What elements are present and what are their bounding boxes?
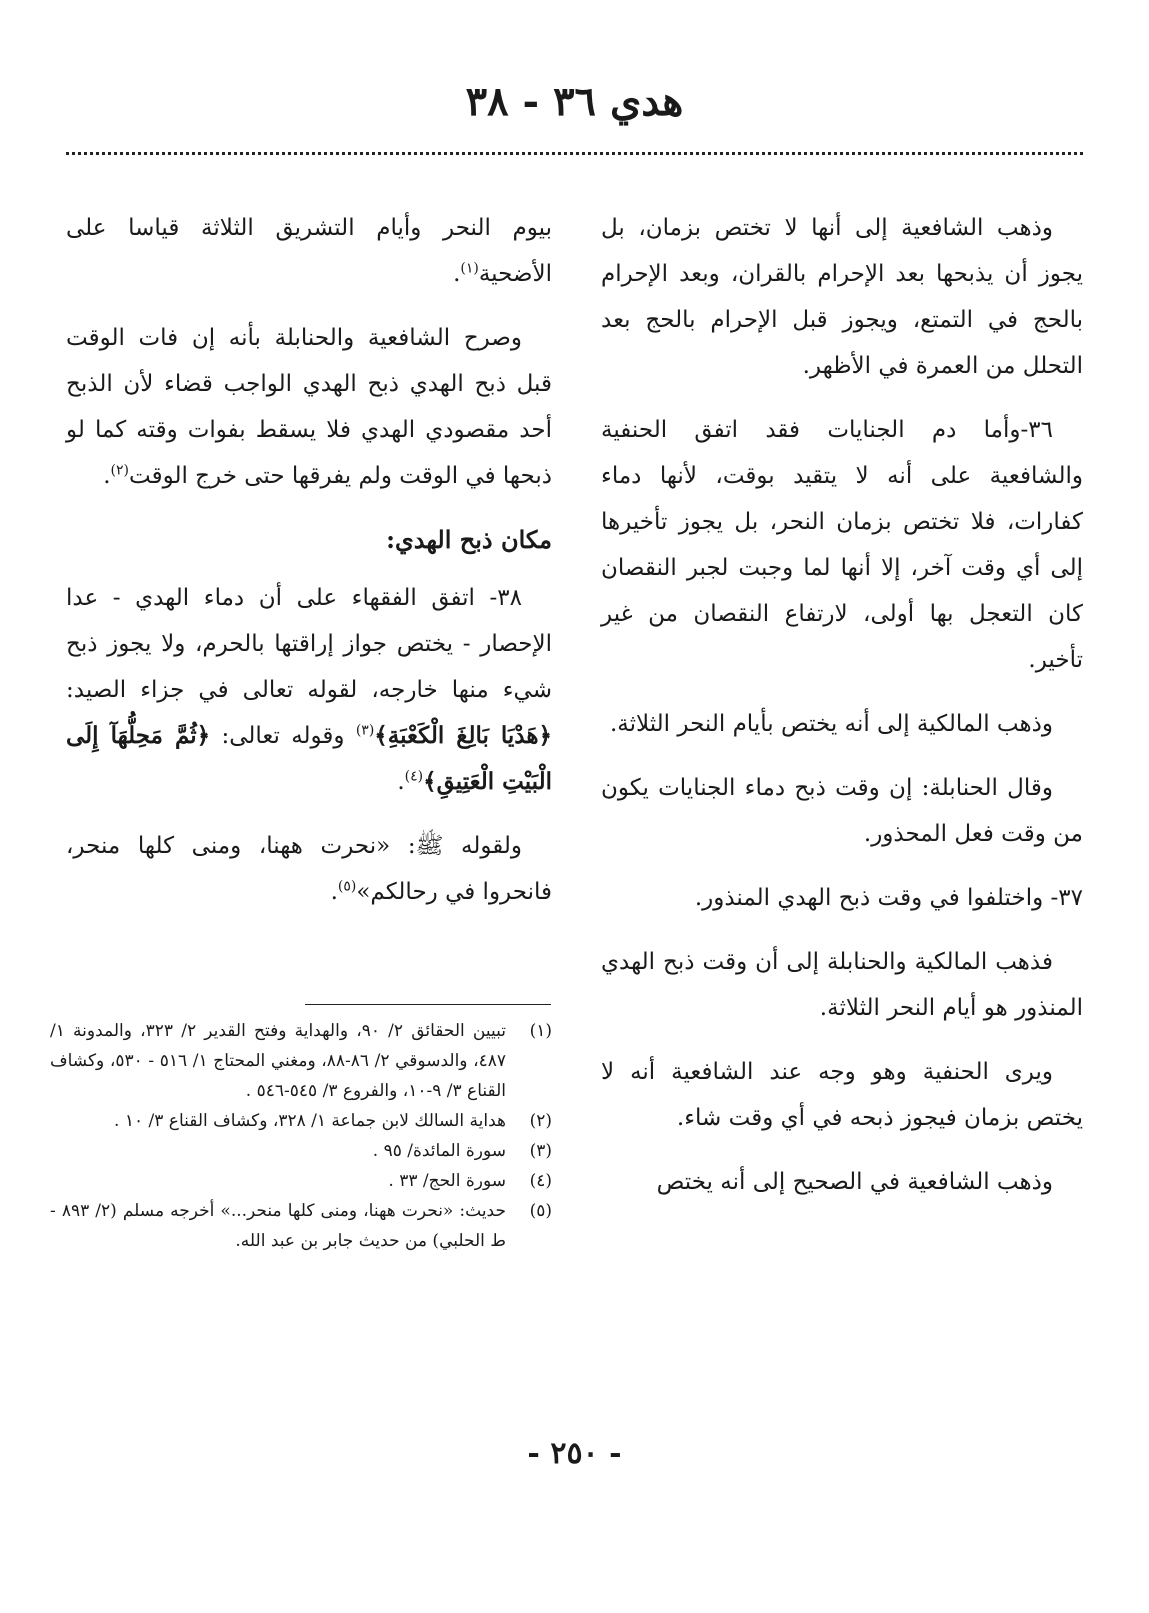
paragraph-38: [66, 575, 552, 805]
footnote-text: حديث: «نحرت ههنا، ومنى كلها منحر...» أخرجه مسلم (٢/ ٨٩٣ - ط الحلبي) من حديث جابر بن عبد الله.: [50, 1201, 506, 1251]
paragraph: ويرى الحنفية وهو وجه عند الشافعية أنه لا يختص بزمان فيجوز ذبحه في أي وقت شاء.: [601, 1059, 1083, 1131]
paragraph: [66, 205, 552, 297]
footnote-item: [50, 1016, 552, 1106]
paragraph: وذهب الشافعية في الصحيح إلى أنه يختص: [656, 1169, 1053, 1195]
paragraph: فذهب المالكية والحنابلة إلى أن وقت ذبح الهدي المنذور هو أيام النحر الثلاثة.: [601, 949, 1083, 1021]
quran-verse: ﴿ثُمَّ مَحِلُّهَآ إِلَى الْبَيْتِ الْعَتِيقِ﴾: [66, 722, 552, 795]
footnote-item: [50, 1106, 552, 1136]
footnote-item: [50, 1196, 552, 1256]
header-dotted-divider: [66, 152, 1083, 155]
paragraph-text: بيوم النحر وأيام التشريق الثلاثة قياسا على الأضحية: [66, 215, 552, 287]
footnote-item: [50, 1136, 552, 1166]
paragraph-text: ٣٨- اتفق الفقهاء على أن دماء الهدي - عدا الإحصار - يختص جواز إراقتها بالحرم، ولا يجوز ذبح شيء منها خارجه، لقوله تعالى في جزاء الصيد:: [66, 585, 552, 703]
footnote-item: [50, 1166, 552, 1196]
paragraph: وقال الحنابلة: إن وقت ذبح دماء الجنايات يكون من وقت فعل المحذور.: [601, 775, 1083, 847]
punctuation: .: [397, 769, 405, 795]
footnote-ref: (٢): [110, 462, 129, 479]
footnote-text: سورة المائدة/ ٩٥ .: [372, 1141, 506, 1161]
footnote-number: (٣): [529, 1141, 552, 1161]
footnote-number: (٤): [529, 1171, 552, 1191]
footnote-number: (٢): [529, 1111, 552, 1131]
footnote-number: (١): [529, 1021, 552, 1041]
page-number: - ٢٥٠ -: [527, 1436, 622, 1471]
punctuation: .: [330, 879, 338, 905]
page-header-title: هدي ٣٦ - ٣٨: [465, 78, 684, 125]
paragraph-text: ولقوله ﷺ: «نحرت ههنا، ومنى كلها منحر، فانحروا في رحالكم»: [66, 833, 552, 905]
footnote-ref: (٣): [355, 722, 375, 739]
punctuation: .: [453, 261, 461, 287]
paragraph: [66, 823, 552, 915]
footnote-ref: (٥): [337, 878, 357, 895]
section-heading: مكان ذبح الهدي:: [386, 525, 552, 554]
punctuation: .: [103, 463, 111, 489]
footnote-text: هداية السالك لابن جماعة ١/ ٣٢٨، وكشاف القناع ٣/ ١٠ .: [114, 1111, 506, 1131]
paragraph-text: وصرح الشافعية والحنابلة بأنه إن فات الوقت قبل ذبح الهدي ذبح الهدي الواجب قضاء لأن الذبح أحد مقصودي الهدي فلا يسقط بفوات وقته كما لو ذبحها في الوقت ولم يفرقها حتى خرج الوقت: [66, 325, 552, 489]
footnote-ref: (٤): [404, 768, 424, 785]
footnote-divider: [305, 1004, 551, 1005]
paragraph: وذهب المالكية إلى أنه يختص بأيام النحر الثلاثة.: [609, 711, 1053, 737]
footnote-number: (٥): [529, 1201, 552, 1221]
footnote-text: سورة الحج/ ٣٣ .: [388, 1171, 506, 1191]
footnotes: [50, 1016, 552, 1256]
footnote-text: تبيين الحقائق ٢/ ٩٠، والهداية وفتح القدير ٢/ ٣٢٣، والمدونة ١/ ٤٨٧، والدسوقي ٢/ ٨٦-٨٨، ومغني المحتاج ١/ ٥١٦ - ٥٣٠، وكشاف القناع ٣/ ٩-١٠، والفروع ٣/ ٥٤٥-٥٤٦ .: [50, 1021, 506, 1101]
quran-verse: ﴿هَدْيَا بَالِغَ الْكَعْبَةِ﴾: [374, 722, 552, 749]
right-column: [601, 205, 1083, 1223]
footnote-ref: (١): [460, 260, 479, 277]
paragraph-text: وقوله تعالى:: [210, 723, 356, 749]
paragraph-37: ٣٧- واختلفوا في وقت ذبح الهدي المنذور.: [694, 885, 1083, 911]
left-column: [66, 205, 552, 933]
paragraph-36: ٣٦-وأما دم الجنايات فقد اتفق الحنفية والشافعية على أنه لا يتقيد بوقت، لأنها دماء كفارات، فلا تختص بزمان النحر، بل يجوز تأخيرها إلى أي وقت آخر، إلا أنها لما وجبت لجبر النقصان كان التعجل بها أولى، لارتفاع النقصان من غير تأخير.: [601, 417, 1083, 673]
paragraph: وذهب الشافعية إلى أنها لا تختص بزمان، بل يجوز أن يذبحها بعد الإحرام بالقران، وبعد الإحرام بالحج في التمتع، ويجوز قبل الإحرام بالحج بعد التحلل من العمرة في الأظهر.: [601, 215, 1083, 379]
paragraph: [66, 315, 552, 499]
